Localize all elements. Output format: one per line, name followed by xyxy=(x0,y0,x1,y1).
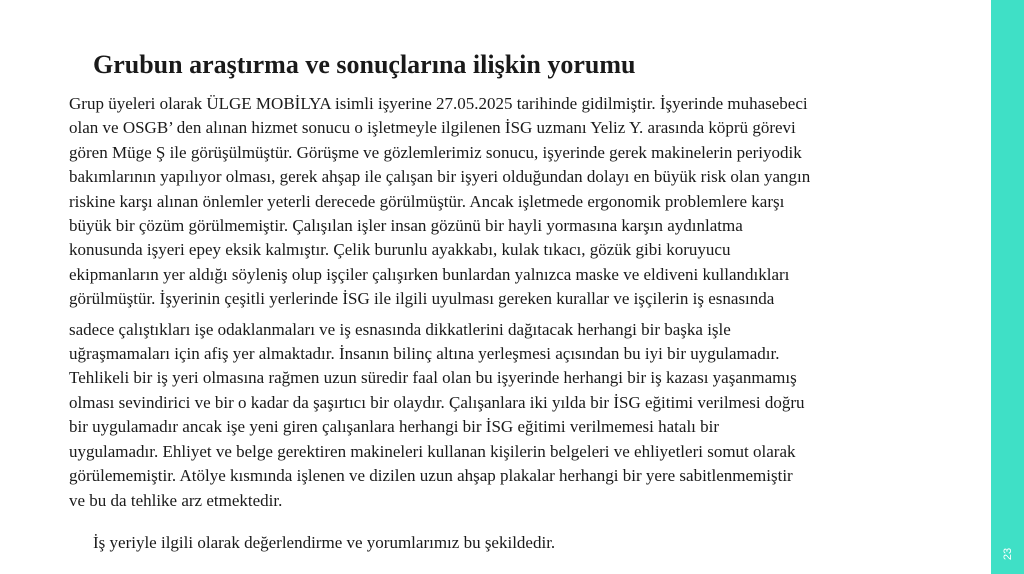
body-line: konusunda işyeri epey eksik kalmıştır. Çelik burunlu ayakkabı, kulak tıkacı, gözük gibi koruyucu xyxy=(69,240,731,260)
body-line: uğraşmamaları için afiş yer almaktadır. İnsanın bilinç altına yerleşmesi açısından bu iyi bir uygulamadır. xyxy=(69,344,780,364)
body-line: büyük bir çözüm görülmemiştir. Çalışılan işler insan gözünü bir hayli yormasına karşın aydınlatma xyxy=(69,216,743,236)
body-line: bakımlarının yapılıyor olması, gerek ahşap ile çalışan bir işyeri olduğundan dolayı en büyük risk olan yangın xyxy=(69,167,811,187)
body-line: olan ve OSGB’ den alınan hizmet sonucu o işletmeyle ilgilenen İSG uzmanı Yeliz Y. arasında köprü görevi xyxy=(69,118,796,138)
body-line: ve bu da tehlike arz etmektedir. xyxy=(69,490,283,510)
body-line: sadece çalıştıkları işe odaklanmaları ve iş esnasında dikkatlerini dağıtacak herhangi bir başka işle xyxy=(69,319,731,339)
page-number: 23 xyxy=(1002,547,1014,561)
body-text xyxy=(69,92,929,513)
accent-side-bar xyxy=(991,0,1024,574)
body-line: ekipmanların yer aldığı söyleniş olup işçiler çalışırken bunlardan yalnızca maske ve eldiveni kullandıkları xyxy=(69,264,790,284)
closing-statement: İş yeriyle ilgili olarak değerlendirme ve yorumlarımız bu şekildedir. xyxy=(93,533,556,552)
body-line: riskine karşı alınan önlemler yeterli derecede görülmüştür. Ancak işletmede ergonomik problemlere karşı xyxy=(69,191,785,211)
slide-title: Grubun araştırma ve sonuçlarına ilişkin yorumu xyxy=(93,50,636,79)
body-line: Grup üyeleri olarak ÜLGE MOBİLYA isimli işyerine 27.05.2025 tarihinde gidilmiştir. İşyerinde muhasebeci xyxy=(69,94,808,113)
body-line: gören Müge Ş ile görüşülmüştür. Görüşme ve gözlemlerimiz sonucu, işyerinde gerek makinelerin periyodik xyxy=(69,142,802,162)
body-line: görülememiştir. Atölye kısmında işlenen ve dizilen uzun ahşap plakalar herhangi bir yere sabitlenmemiştir xyxy=(69,466,793,486)
body-line: uygulamadır. Ehliyet ve belge gerektiren makineleri kullanan kişilerin belgeleri ve ehliyetleri somut olarak xyxy=(69,441,796,461)
body-line: görülmüştür. İşyerinin çeşitli yerlerinde İSG ile ilgili uyulması gereken kurallar ve işçilerin iş esnasında xyxy=(69,289,775,309)
body-line: olması sevindirici ve bir o kadar da şaşırtıcı bir olaydır. Çalışanlara iki yılda bir İSG eğitimi verilmesi doğru xyxy=(69,392,805,412)
body-line: bir uygulamadır ancak işe yeni giren çalışanlara herhangi bir İSG eğitimi verilmemesi hatalı bir xyxy=(69,417,720,437)
body-line: Tehlikeli bir iş yeri olmasına rağmen uzun süredir faal olan bu işyerinde herhangi bir iş kazası yaşanmamış xyxy=(69,368,797,388)
